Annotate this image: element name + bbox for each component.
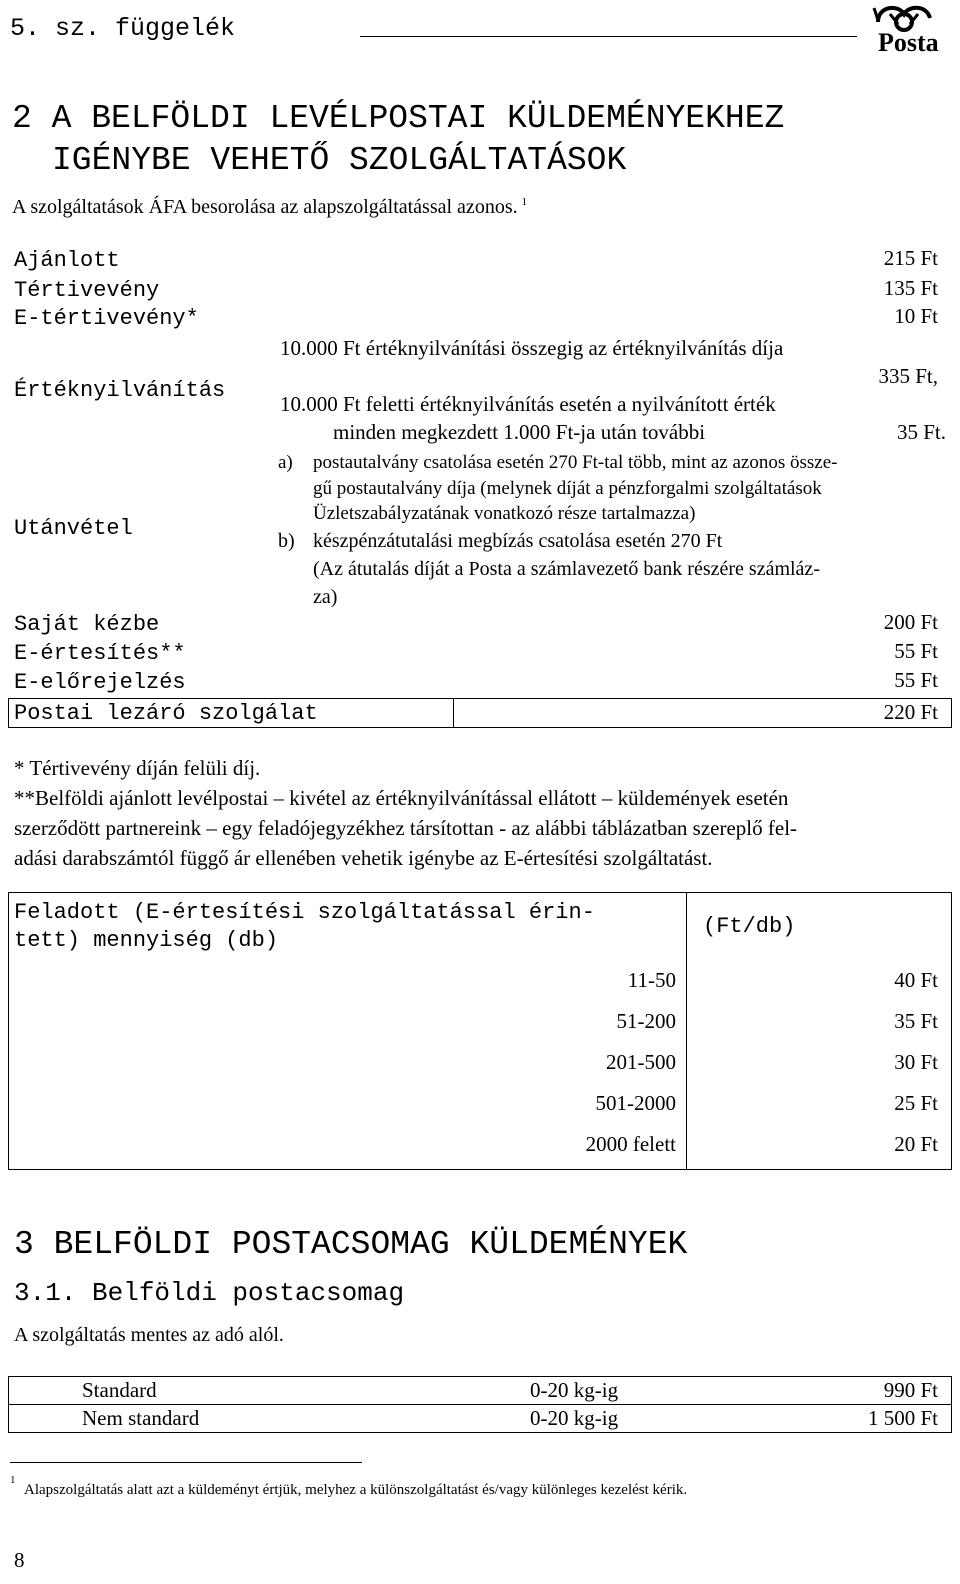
- erteknyilvanitas-line3: 10.000 Ft feletti értéknyilvánítás esetén a nyilvánított érték: [280, 392, 776, 416]
- note-star2-line1: **Belföldi ajánlott levélpostai – kivétel az értéknyilvánítással ellátott – küldemények esetén: [14, 786, 789, 810]
- qty-row-qty: 51-200: [616, 1009, 676, 1033]
- note-star2-line3: adási darabszámtól függő ár ellenében vehetik igénybe az E-értesítési szolgáltatást.: [14, 846, 713, 870]
- vat-note: A szolgáltatások ÁFA besorolása az alapszolgáltatással azonos. $^1$: [12, 196, 528, 218]
- postai-lezaro-divider: [453, 698, 454, 728]
- vat-note-footnote-ref: 1: [521, 196, 528, 209]
- service-ajanlott-price: 215 Ft: [883, 246, 938, 270]
- appendix-label: 5. sz. függelék: [10, 14, 236, 43]
- note-star2-line2: szerződött partnereink – egy feladójegyzékhez társítottan - az alábbi táblázatban szereplő fel-: [14, 816, 798, 840]
- parcel-row-weight: 0-20 kg-ig: [530, 1406, 619, 1430]
- utanvetel-a-line2: gű postautalvány díja (melynek díját a pénzforgalmi szolgáltatások: [313, 478, 822, 499]
- service-etertiveveny-label: E-tértivevény*: [14, 306, 199, 331]
- parcel-row-type: Standard: [82, 1378, 157, 1402]
- qty-row-qty: 11-50: [627, 968, 676, 992]
- erteknyilvanitas-line1: 10.000 Ft értéknyilvánítási összegig az értéknyilvánítás díja: [280, 336, 784, 360]
- qty-row-price: 40 Ft: [894, 968, 938, 992]
- utanvetel-a-line3: Üzletszabályzatának vonatkozó része tartalmazza): [313, 503, 696, 524]
- parcel-table-row-divider: [8, 1404, 952, 1405]
- service-postai-lezaro-label: Postai lezáró szolgálat: [14, 701, 318, 726]
- service-sajat-kezbe-label: Saját kézbe: [14, 612, 160, 637]
- parcel-row-price: 1 500 Ft: [867, 1406, 938, 1430]
- service-eertesites-label: E-értesítés**: [14, 641, 186, 666]
- qty-row-qty: 2000 felett: [585, 1132, 676, 1156]
- note-star1: * Tértivevény díján felüli díj.: [14, 756, 261, 780]
- section3-subtitle: 3.1. Belföldi postacsomag: [14, 1278, 405, 1308]
- footnote-text: Alapszolgáltatás alatt azt a küldeményt értjük, melyhez a különszolgáltatást és/vagy különleges kezelést kérik.: [24, 1482, 688, 1498]
- section2-title-line2: IGÉNYBE VEHETŐ SZOLGÁLTATÁSOK: [52, 142, 627, 179]
- section3-tax-note: A szolgáltatás mentes az adó alól.: [14, 1324, 284, 1346]
- qty-row-price: 25 Ft: [894, 1091, 938, 1115]
- qty-table-divider: [686, 892, 687, 1170]
- parcel-row-price: 990 Ft: [883, 1378, 938, 1402]
- logo-text: Posta: [878, 28, 939, 57]
- qty-row-price: 20 Ft: [894, 1132, 938, 1156]
- service-tertiveveny-label: Tértivevény: [14, 278, 160, 303]
- utanvetel-b-line1: készpénzátutalási megbízás csatolása esetén 270 Ft: [313, 530, 723, 552]
- service-eelorejelzes-price: 55 Ft: [894, 668, 938, 692]
- qty-header-left-line1: Feladott (E-értesítési szolgáltatással érin-: [14, 900, 595, 925]
- utanvetel-a-line1: postautalvány csatolása esetén 270 Ft-tal több, mint az azonos össze-: [313, 452, 838, 473]
- qty-header-right: (Ft/db): [703, 914, 796, 939]
- service-tertiveveny-price: 135 Ft: [883, 276, 938, 300]
- service-etertiveveny-price: 10 Ft: [894, 304, 938, 328]
- service-erteknyilvanitas-label: Értéknyilvánítás: [14, 378, 226, 403]
- qty-row-qty: 201-500: [606, 1050, 676, 1074]
- service-postai-lezaro-price: 220 Ft: [883, 700, 938, 724]
- section3-title: 3 BELFÖLDI POSTACSOMAG KÜLDEMÉNYEK: [14, 1226, 688, 1263]
- utanvetel-b-marker: b): [278, 530, 295, 552]
- footnote-rule: [10, 1462, 362, 1463]
- qty-row-price: 35 Ft: [894, 1009, 938, 1033]
- service-eelorejelzes-label: E-előrejelzés: [14, 670, 186, 695]
- service-sajat-kezbe-price: 200 Ft: [883, 610, 938, 634]
- parcel-row-type: Nem standard: [82, 1406, 200, 1430]
- header-rule: [360, 36, 857, 37]
- qty-header-left-line2: tett) mennyiség (db): [14, 928, 279, 953]
- utanvetel-b-line3: za): [313, 586, 338, 608]
- page-number: 8: [14, 1548, 25, 1572]
- parcel-row-weight: 0-20 kg-ig: [530, 1378, 619, 1402]
- qty-row-qty: 501-2000: [595, 1091, 676, 1115]
- service-ajanlott-label: Ajánlott: [14, 248, 120, 273]
- qty-row-price: 30 Ft: [894, 1050, 938, 1074]
- erteknyilvanitas-line4: minden megkezdett 1.000 Ft-ja után további: [333, 420, 706, 444]
- service-eertesites-price: 55 Ft: [894, 639, 938, 663]
- utanvetel-b-line2: (Az átutalás díját a Posta a számlavezető bank részére számláz-: [313, 558, 820, 580]
- posta-logo: [868, 0, 940, 64]
- section2-title-line1: 2 A BELFÖLDI LEVÉLPOSTAI KÜLDEMÉNYEKHEZ: [12, 100, 785, 137]
- utanvetel-a-marker: a): [278, 452, 293, 473]
- footnote-number: 1: [10, 1474, 16, 1486]
- service-utanvetel-label: Utánvétel: [14, 516, 133, 541]
- erteknyilvanitas-line2: 335 Ft,: [878, 364, 938, 388]
- erteknyilvanitas-line4-price: 35 Ft.: [896, 420, 946, 444]
